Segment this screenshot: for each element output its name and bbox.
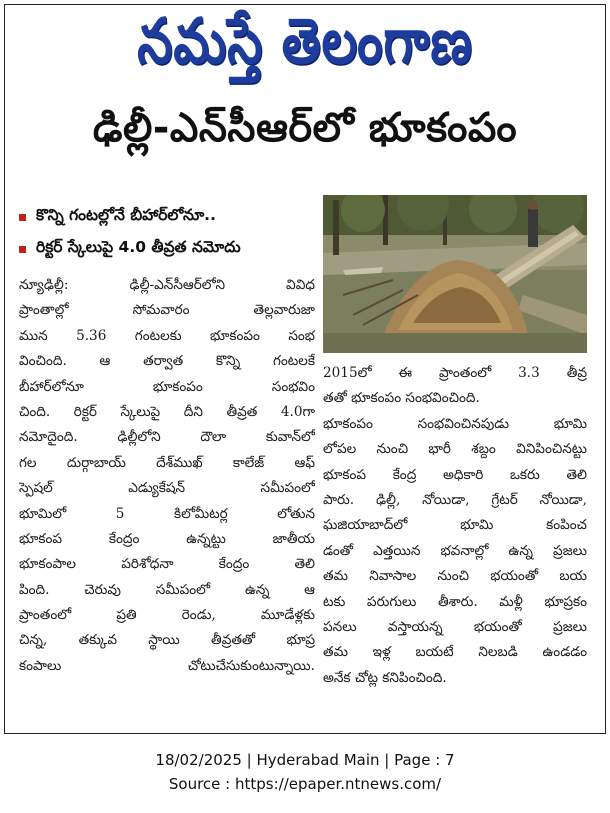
article-headline: ఢిల్లీ-ఎన్‌సీఆర్‌లో భూకంపం	[92, 105, 518, 151]
bullet-square-icon	[19, 214, 26, 221]
subheadline-item	[19, 233, 314, 265]
body-text-line: పనలు వస్తాయన్న భయంతో ప్రజలు	[323, 618, 587, 635]
body-text-line: బీహార్‌లోనూ భూకంపం సంభవిం	[19, 378, 315, 395]
article-column-2	[323, 361, 587, 691]
body-text-line: డంతో ఎత్తయిన భవనాల్లో ఉన్న ప్రజలు	[323, 542, 587, 559]
body-text-line: గల దుర్గాబాయ్ దేశ్‌ముఖ్ కాలేజ్ ఆఫ్	[19, 454, 315, 471]
body-text-line: ప్రాంతాల్లో సోమవారం తెల్లవారుజా	[19, 302, 315, 319]
body-text-line: పింది. చెరువు సమీపంలో ఉన్న ఆ	[19, 581, 315, 598]
body-text-line: ప్రాంతంలో ప్రతి రెండు, మూడేళ్లకు	[19, 607, 315, 624]
article-column-1	[19, 273, 315, 679]
body-text-line: చిన్న, తక్కువ స్థాయి తీవ్రతతో భూప్ర	[19, 632, 315, 649]
body-text-line: ఘజియాబాద్‌లో భూమి కంపించ	[323, 517, 587, 534]
body-text-line: 2015లో ఈ ప్రాంతంలో 3.3 తీవ్ర	[323, 365, 587, 381]
body-text-line: వించింది. ఆ తర్వాత కొన్ని గంటలకే	[19, 353, 315, 370]
subheadline-list	[19, 201, 314, 265]
page-footer	[0, 748, 610, 796]
footer-source: Source : https://epaper.ntnews.com/	[168, 775, 442, 793]
body-text-line: తతో భూకంపం సంభవించింది.	[323, 390, 480, 407]
body-text-line: న్యూఢిల్లీ: ఢిల్లీ-ఎన్‌సీఆర్‌లోని వివిధ	[19, 277, 315, 293]
body-text-line: మున 5.36 గంటలకు భూకంపం సంభ	[19, 327, 315, 344]
body-text-line: తమ ఇళ్ల బయటే నిలబడి ఉండడం	[323, 644, 587, 661]
body-text-line: నమోదైంది. ఢిల్లీలోని దౌలా కువాన్‌లో	[19, 429, 315, 446]
subheadline-item	[19, 201, 314, 233]
body-text-line: టకు పరుగులు తీశారు. మళ్లీ భూప్రకం	[323, 593, 587, 610]
body-text-line: భూకంపాల పరిశోధనా కేంద్రం తెలి	[19, 556, 315, 573]
bullet-square-icon	[19, 246, 26, 253]
body-text-line: పారు. ఢిల్లీ, నోయిడా, గ్రేటర్ నోయిడా,	[323, 491, 587, 508]
body-text-line: భూమిలో 5 కిలోమీటర్ల లోతున	[19, 505, 315, 522]
body-text-line: లోపల నుంచి భారీ శబ్దం వినిపించినట్టు	[323, 441, 587, 458]
body-text-line: చింది. రిక్టర్ స్కేలుపై దీని తీవ్రత 4.0గా	[19, 403, 315, 420]
body-text-line: కంపాలు చోటుచేసుకుంటున్నాయి.	[19, 657, 315, 674]
body-text-line: భూకంప కేంద్రం ఉన్నట్టు జాతీయ	[19, 530, 315, 547]
subheadline-text: రిక్టర్ స్కేలుపై 4.0 తీవ్రత నమోదు	[36, 238, 241, 256]
body-text-line: అనేక చోట్ల కనిపించింది.	[323, 669, 447, 686]
subheadline-text: కొన్ని గంటల్లోనే బీహార్‌లోనూ..	[36, 206, 216, 224]
article-photo	[323, 195, 587, 353]
body-text-line: స్పెషల్ ఎడ్యుకేషన్ సమీపంలో	[19, 480, 315, 497]
masthead-title: నమస్తే తెలంగాణ	[137, 4, 473, 78]
body-text-line: భూకంప కేంద్ర అధికారి ఒకరు తెలి	[323, 466, 587, 483]
body-text-line: భూకంపం సంభవించినపుడు భూమి	[323, 415, 587, 432]
body-text-line: తమ నివాసాల నుంచి భయంతో బయ	[323, 568, 587, 585]
footer-edition-info: 18/02/2025 | Hyderabad Main | Page : 7	[155, 751, 455, 769]
newspaper-masthead	[5, 5, 605, 93]
article-frame	[4, 4, 606, 734]
uprooted-tree-photo	[323, 195, 587, 353]
